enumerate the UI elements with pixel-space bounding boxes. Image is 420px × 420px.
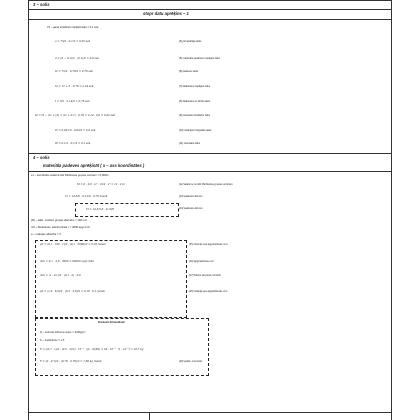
box-eq-1: p0 = (0,1 · 160 · 1)/2 · (0,1 · 3000)/2 = 0,35 m/sek bbox=[40, 243, 106, 246]
box-label-4: [18] rotācija ara apgriezienas mm. bbox=[189, 290, 229, 293]
section4-note-1: [M] – kāds, maziem grupas diametrs = 160 mm bbox=[31, 219, 88, 222]
section3-label-6: [9] reisošais bezdarbs laiks bbox=[179, 114, 211, 117]
force-line-2: K – koeficients = 1.5 bbox=[40, 339, 65, 342]
box-label-1: [15] obstrāc ara apgriezienas mm. bbox=[189, 243, 229, 246]
section3-label-2: [5] materiāla padeves kopējais laiks bbox=[179, 57, 220, 60]
footer-divider bbox=[29, 412, 391, 413]
section3-label-7: [10] rotācijas brīvgaitās laiks bbox=[179, 129, 212, 132]
section4-box-velocity bbox=[75, 203, 179, 217]
force-label: [20] spēku moments bbox=[179, 360, 203, 363]
section4-intro: x1 – koordinātu sistēma līdz filtrēšanas grupas centram = 0,000m bbox=[31, 174, 109, 177]
section3-eq-1: a = 75/2 · 0,1/2 = 0,05 sek bbox=[55, 40, 91, 43]
section4-box-rpm bbox=[35, 240, 187, 318]
section3-label-8: [11] reisošais laiks bbox=[179, 142, 200, 145]
section3-label-5: [8] lielāstrara ar štirīšu laiks bbox=[179, 100, 211, 103]
section4-eq-2: Vl = 14,5/6 · 0,12/6 · 0,76 m/sek bbox=[65, 195, 108, 198]
section4-eq-3: Vl = 14,5/5,6 · 0,10/6 bbox=[86, 208, 115, 211]
section3-eq-7: t5 = 0,02/10 · 0,02/3 = 0,0 sek bbox=[55, 129, 96, 132]
section3-title-divider bbox=[29, 9, 391, 10]
section4-box-force bbox=[35, 318, 209, 376]
section4-subtitle-divider bbox=[29, 171, 391, 172]
document-page bbox=[28, 0, 392, 420]
section3-eq-3: t2 = 75/2 · 0,76/2 = 0,76 sek bbox=[55, 70, 93, 73]
section4-top-divider bbox=[29, 153, 391, 154]
section4-subtitle: materiāla padeves aprēķināt ( x – ass koordinātes ) bbox=[43, 163, 145, 168]
section4-eq-1: Xl = 0 · 2/2 · (ε² · 0)/2 · ε³ = 12 · 2 Ω bbox=[77, 183, 125, 186]
footer-tick bbox=[149, 412, 150, 420]
section3-intro: T4 – garai strādīnam iekšējā daļa = 0,1 sek. bbox=[47, 26, 100, 29]
section3-title: 3 – solis bbox=[33, 2, 50, 7]
section3-subtitle-divider bbox=[29, 19, 391, 20]
box-eq-2: mm = 0,1 · 3,6 · 3000 = 66000 apgr./min bbox=[40, 260, 94, 263]
section3-eq-4: t3 = 12 + 3 · 0,76 = 2,24 sek bbox=[55, 85, 94, 88]
section3-eq-5: t = 3/2 · 2,14/3 = 0,76 sek bbox=[55, 100, 90, 103]
section3-label-1: [4] pirmpārlēja laiks bbox=[179, 40, 202, 43]
force-line-4: F = (0 · 0,7)/2 · (0,78 · 0,78)/2 = 7,80 kg m/sek bbox=[40, 360, 102, 363]
section3-eq-6: t4 = t3 − (t1 + t2) = (t1 + 0,1) · 0,76 = 2,14 · 0,0 = 0,02 sek bbox=[35, 114, 116, 117]
section4-label-2: [13] padeves ātrums bbox=[179, 195, 203, 198]
top-border bbox=[29, 0, 391, 1]
force-line-3: F = ((0,7 · v)/2 · (0,5 · 2)/2) · 10⁻³ · ((k · 0)/60) = 34 · 10⁻³ · (1 · 10⁻³) = 18,7 kg bbox=[40, 348, 144, 351]
section4-note-2: m0 – fiksēšanas, elektrovārsta ) = 3000 apgr./min bbox=[31, 226, 90, 229]
section3-label-4: [7] lielāstrara kopējais laiks bbox=[179, 85, 210, 88]
box-label-2: [16] apgriezienas mm. bbox=[189, 260, 215, 263]
section3-subtitle: stopr datu aprēķins – 1 bbox=[143, 11, 189, 16]
section3-label-3: [6] padeves laiks bbox=[179, 70, 199, 73]
section4-label-1: [12] atālums no līdz filtrēšanas grupas centram bbox=[179, 183, 233, 186]
section4-note-3: a – rotācijas attiecība = 3 bbox=[31, 233, 61, 236]
box-label-3: [17] frēzes da pilna mīnobili. bbox=[189, 274, 222, 277]
box-eq-3: mm = (v · 0,1)/2 · (0,1 · 2) · 0,0 bbox=[40, 274, 81, 277]
box-eq-4: p0 = (1,0 · 6,0)/2 · (0,5 · 3,6)/2 = 0,18 · 6,1 m/sek bbox=[40, 290, 105, 293]
section3-eq-2: d = (0 − 0,1)/2 · (0,1)/2 = 0,8 sek bbox=[55, 57, 99, 60]
section4-label-3: [14] padeves ātrums bbox=[179, 207, 203, 210]
section4-title: 4 – solis bbox=[33, 155, 50, 160]
force-line-1: Q – kolonas līdzuma svars = 420kg/m³ bbox=[40, 331, 86, 334]
section3-eq-8: t6 = 0,1/2 · 0,1/2 = 0,1 sek bbox=[55, 142, 91, 145]
force-box-title: Drošumi brīvestārum bbox=[98, 321, 126, 324]
